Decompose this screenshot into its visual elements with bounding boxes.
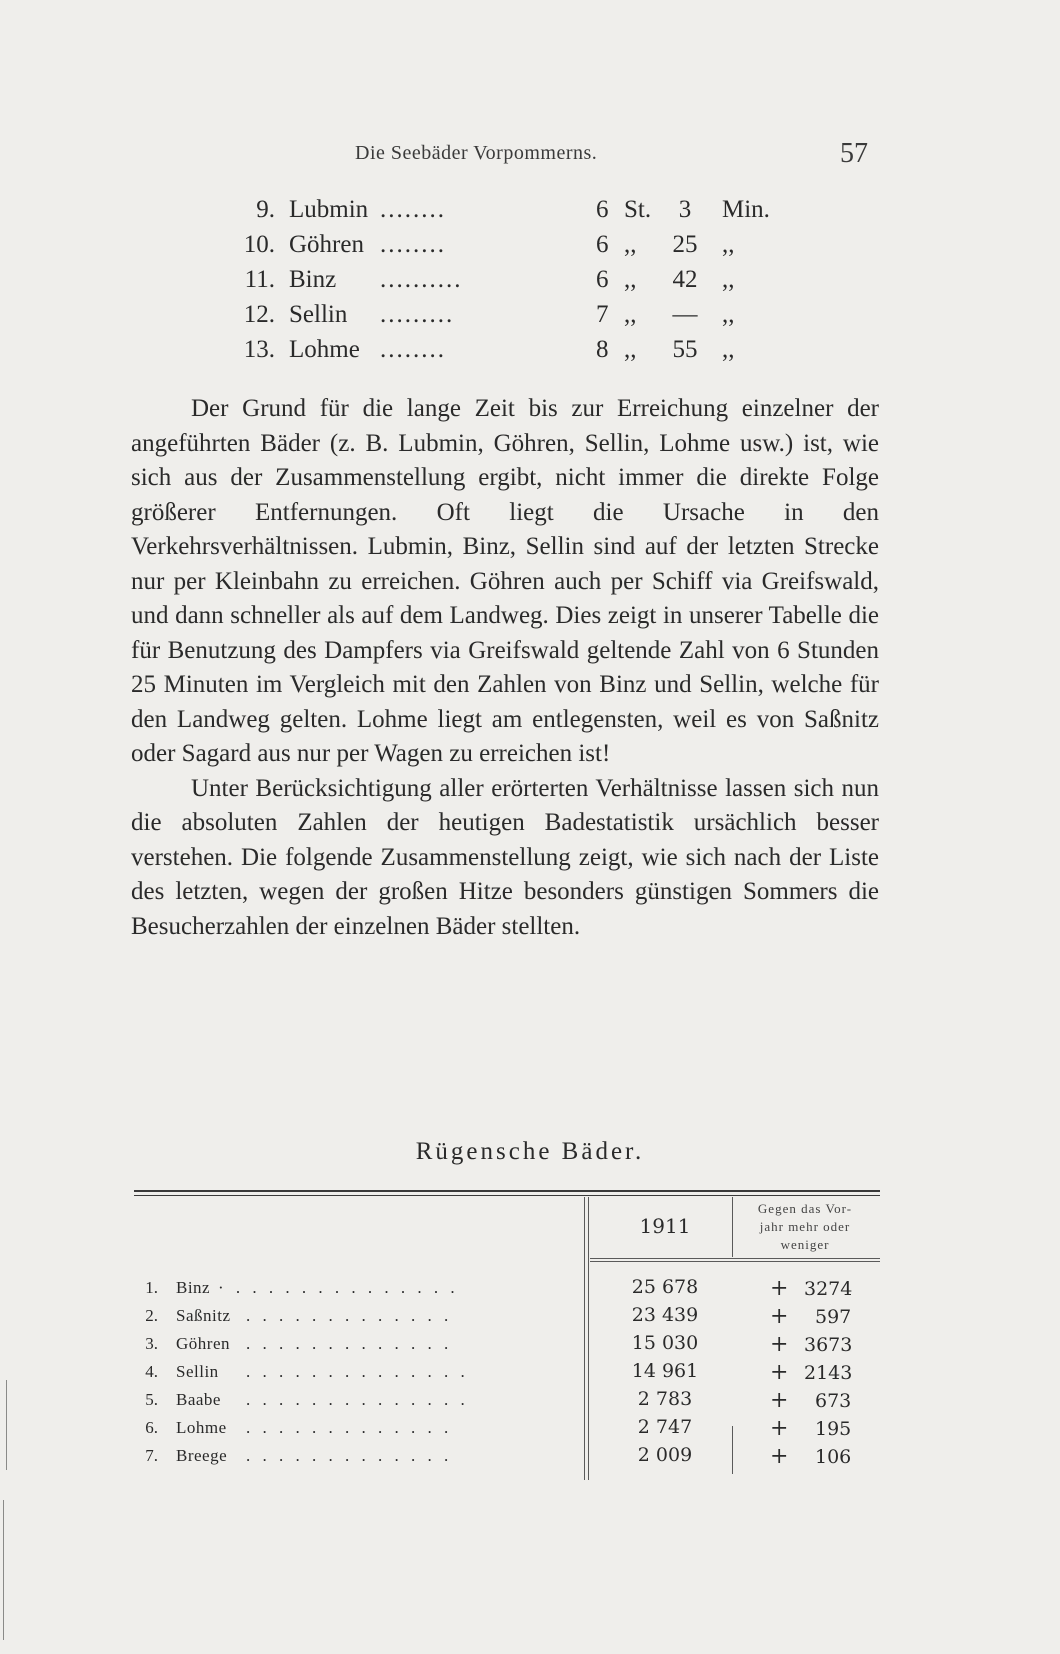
hours-value: 6 (596, 231, 609, 258)
visitor-count: 2 747 (637, 1416, 693, 1438)
minutes-value: 42 (672, 266, 698, 293)
bath-name: Saßnitz (176, 1306, 231, 1325)
row-number: 5. (145, 1390, 158, 1409)
bath-name: Lohme (289, 336, 360, 363)
minutes-value: 25 (672, 231, 698, 258)
list-item (0, 196, 1060, 231)
table-title: Rügensche Bäder. (415, 1138, 645, 1165)
scan-edge-mark (6, 1380, 7, 1470)
bath-name: Göhren (289, 231, 364, 258)
row-number: 3. (145, 1334, 158, 1353)
leader-dots: . . . . . . . . . . . . . . (246, 1390, 469, 1409)
bath-name: Baabe (176, 1390, 221, 1409)
plus-sign: + (770, 1276, 789, 1301)
body-text (131, 392, 879, 944)
visitor-count: 14 961 (631, 1360, 699, 1382)
change-amount: 195 (815, 1418, 852, 1440)
table-row (134, 1304, 880, 1332)
hours-unit: ,, (624, 231, 637, 258)
minutes-unit: ,, (722, 231, 735, 258)
plus-sign: + (770, 1388, 789, 1413)
bath-name: Lohme (176, 1418, 227, 1437)
header-line: weniger (780, 1237, 830, 1252)
visitor-count: 23 439 (631, 1304, 699, 1326)
bath-name: Lubmin (289, 196, 369, 223)
row-number: 1. (145, 1278, 158, 1297)
header-rule (590, 1258, 880, 1259)
list-item (0, 336, 1060, 371)
row-number: 2. (145, 1306, 158, 1325)
list-item (0, 266, 1060, 301)
plus-sign: + (770, 1332, 789, 1357)
change-amount: 597 (815, 1306, 852, 1328)
hours-unit: ,, (624, 266, 637, 293)
leader-dots: ......... (380, 301, 455, 328)
hours-unit: St. (624, 196, 652, 223)
travel-time-list (0, 196, 1060, 371)
bath-name: Binz (289, 266, 337, 293)
bath-name: Binz (176, 1278, 211, 1297)
page-number: 57 (840, 138, 868, 169)
plus-sign: + (770, 1304, 789, 1329)
hours-unit: ,, (624, 336, 637, 363)
leader-dots: . . . . . . . . . . . . . . (246, 1362, 469, 1381)
leader-dots: · . . . . . . . . . . . . . . (218, 1278, 459, 1297)
minutes-value: — (672, 301, 698, 328)
leader-dots: .......... (380, 266, 463, 293)
table-row (134, 1444, 880, 1472)
list-item (0, 301, 1060, 336)
header-line: jahr mehr oder (759, 1219, 851, 1234)
visitor-count: 25 678 (631, 1276, 699, 1298)
minutes-value: 3 (678, 196, 692, 223)
header-rule (590, 1261, 880, 1262)
hours-value: 8 (596, 336, 609, 363)
leader-dots: ........ (380, 336, 446, 363)
leader-dots: . . . . . . . . . . . . . (246, 1446, 453, 1465)
minutes-unit: ,, (722, 336, 735, 363)
plus-sign: + (770, 1360, 789, 1385)
item-number: 12. (243, 301, 275, 328)
minutes-unit: ,, (722, 301, 735, 328)
change-value (770, 1416, 880, 1441)
change-value (770, 1388, 880, 1413)
hours-value: 6 (596, 196, 609, 223)
item-number: 11. (244, 266, 275, 293)
item-number: 9. (256, 196, 275, 223)
column-header-year: 1911 (639, 1214, 691, 1238)
row-number: 4. (145, 1362, 158, 1381)
leader-dots: . . . . . . . . . . . . . (246, 1334, 453, 1353)
change-amount: 106 (815, 1446, 852, 1468)
paragraph: Der Grund für die lange Zeit bis zur Erreichung einzelner der angeführten Bäder (z. B. Lubmin, Göhren, Sellin, Lohme usw.) ist, wie sich aus der Zusammenstellung ergibt, nicht immer die direkte Folge größerer Entfernungen. Oft liegt die Ursache in den Verkehrsverhältnissen. Lubmin, Binz, Sellin sind auf der letzten Strecke nur per Kleinbahn zu erreichen. Göhren auch per Schiff via Greifswald, und dann schneller als auf dem Landweg. Dies zeigt in unserer Tabelle die für Benutzung des Dampfers via Greifswald geltende Zahl von 6 Stunden 25 Minuten im Vergleich mit den Zahlen von Binz und Sellin, welche für den Landweg gelten. Lohme liegt am entlegensten, weil es von Saßnitz oder Sagard aus nur per Wagen zu erreichen ist! (131, 395, 879, 767)
minutes-unit: Min. (722, 196, 770, 223)
table-top-rule (134, 1190, 880, 1192)
scan-edge-mark (3, 1500, 4, 1640)
hours-value: 6 (596, 266, 609, 293)
table-row (134, 1276, 880, 1304)
change-amount: 3673 (804, 1334, 853, 1356)
table-row (134, 1416, 880, 1444)
leader-dots: ........ (380, 231, 446, 258)
bath-name: Sellin (176, 1362, 219, 1381)
table-row (134, 1332, 880, 1360)
plus-sign: + (770, 1444, 789, 1469)
visitor-count: 15 030 (631, 1332, 699, 1354)
leader-dots: . . . . . . . . . . . . . (246, 1306, 453, 1325)
page-header (0, 140, 1060, 170)
table-top-rule (134, 1195, 880, 1196)
hours-value: 7 (596, 301, 609, 328)
bath-name: Breege (176, 1446, 228, 1465)
row-number: 6. (145, 1418, 158, 1437)
visitor-table (134, 1190, 880, 1480)
table-row (134, 1388, 880, 1416)
change-amount: 2143 (804, 1362, 853, 1384)
row-number: 7. (145, 1446, 158, 1465)
table-row (134, 1360, 880, 1388)
minutes-unit: ,, (722, 266, 735, 293)
bath-name: Göhren (176, 1334, 230, 1353)
list-item (0, 231, 1060, 266)
change-value (770, 1360, 880, 1385)
column-header-change (730, 1200, 880, 1254)
paragraph: Unter Berücksichtigung aller erörterten Verhältnisse lassen sich nun die absoluten Zahlen der heutigen Badestatistik ursächlich besser verstehen. Die folgende Zusammenstellung zeigt, wie sich nach der Liste des letzten, wegen der großen Hitze besonders günstigen Sommers die Besucherzahlen der einzelnen Bäder stellten. (131, 774, 879, 940)
hours-unit: ,, (624, 301, 637, 328)
visitor-count: 2 783 (637, 1388, 693, 1410)
change-value (770, 1332, 880, 1357)
running-title: Die Seebäder Vorpommerns. (355, 142, 598, 164)
plus-sign: + (770, 1416, 789, 1441)
item-number: 10. (243, 231, 275, 258)
change-value (770, 1304, 880, 1329)
bath-name: Sellin (289, 301, 348, 328)
change-amount: 3274 (804, 1278, 853, 1300)
item-number: 13. (243, 336, 275, 363)
header-line: Gegen das Vor- (757, 1201, 853, 1216)
leader-dots: . . . . . . . . . . . . . (246, 1418, 453, 1437)
visitor-count: 2 009 (637, 1444, 693, 1466)
leader-dots: ........ (380, 196, 446, 223)
minutes-value: 55 (672, 336, 698, 363)
change-value (770, 1444, 880, 1469)
change-value (770, 1276, 880, 1301)
change-amount: 673 (815, 1390, 852, 1412)
